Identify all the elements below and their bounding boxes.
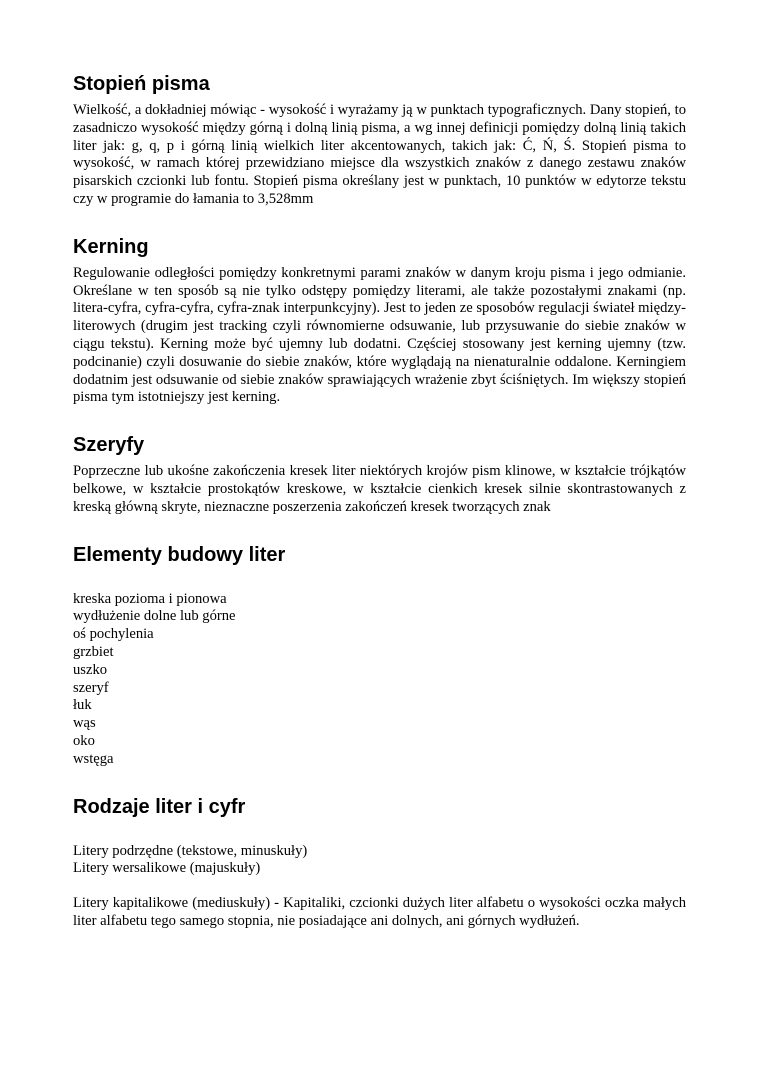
section-elementy-budowy-liter bbox=[73, 543, 686, 769]
heading-stopien-pisma: Stopień pisma bbox=[73, 73, 210, 95]
heading-elementy-budowy-liter: Elementy budowy liter bbox=[73, 543, 286, 566]
paragraph-gap bbox=[73, 878, 686, 895]
paragraph-szeryfy: Poprzeczne lub ukośne zakończenia kresek liter niektórych krojów pism klinowe, w kształcie trójkątów belkowe, w kształcie prostokątów kreskowe, w kształcie cienkich kresek silnie skontrastowanych z kreską główną skryte, nieznaczne poszerzenia zakończeń kresek tworzących znak bbox=[73, 463, 686, 515]
letter-elements-list bbox=[73, 591, 686, 769]
section-gap bbox=[73, 517, 686, 543]
list-item: szeryf bbox=[73, 679, 109, 696]
document-page bbox=[73, 72, 686, 931]
list-item: wąs bbox=[73, 715, 96, 732]
section-gap bbox=[73, 769, 686, 795]
section-szeryfy bbox=[73, 433, 686, 516]
list-item: kreska pozioma i pionowa bbox=[73, 590, 227, 607]
section-kerning bbox=[73, 235, 686, 407]
list-item: łuk bbox=[73, 697, 92, 714]
list-item: uszko bbox=[73, 661, 108, 678]
section-rodzaje-liter-i-cyfr bbox=[73, 795, 686, 931]
section-gap bbox=[73, 209, 686, 235]
paragraph-kerning: Regulowanie odległości pomiędzy konkretnymi parami znaków w danym kroju pisma i jego odmianie. Określane w ten sposób są nie tylko odstępy pomiędzy literami, ale także pozostałymi znakami (np. litera-cyfra, cyfra-cyfra, cyfra-znak interpunkcyjny). Jest to jeden ze sposobów regulacji świateł między-literowych (drugim jest tracking czyli równomierne odsuwanie, lub przysuwanie do siebie znaków w ciągu tekstu). Kerning może być ujemny lub dodatni. Częściej stosowany jest kerning ujemny (tzw. podcinanie) czyli dosuwanie do siebie znaków, które wyglądają na nienaturalnie oddalone. Kerningiem dodatnim jest odsuwanie od siebie znaków sprawiających wrażenie zbyt ściśniętych. Im większy stopień pisma tym istotniejszy jest kerning. bbox=[73, 264, 686, 406]
list-spacer bbox=[73, 825, 686, 843]
heading-kerning: Kerning bbox=[73, 235, 149, 258]
list-item: wydłużenie dolne lub górne bbox=[73, 608, 236, 625]
list-item: oko bbox=[73, 732, 95, 749]
list-spacer bbox=[73, 573, 686, 591]
paragraph-stopien-pisma: Wielkość, a dokładniej mówiąc - wysokość i wyrażamy ją w punktach typograficznych. Dany stopień, to zasadniczo wysokość między górną i dolną linią pisma, a wg innej definicji pomiędzy dolną linią takich liter jak: g, q, p i górną linią wielkich liter akcentowanych, takich jak: Ć, Ń, Ś. Stopień pisma to wysokość, w ramach której przewidziano miejsce dla wszystkich znaków z danego zestawu znaków pisarskich czcionki lub fontu. Stopień pisma określany jest w punktach, 10 punktów w edytorze tekstu czy w programie do łamania to 3,528mm bbox=[73, 102, 686, 207]
list-item: wstęga bbox=[73, 750, 114, 767]
types-line-minuscule: Litery podrzędne (tekstowe, minuskuły) bbox=[73, 842, 308, 859]
paragraph-kapitaliki: Litery kapitalikowe (mediuskuły) - Kapitaliki, czcionki dużych liter alfabetu o wysokości oczka małych liter alfabetu tego samego stopnia, nie posiadające ani dolnych, ani górnych wydłużeń. bbox=[73, 895, 686, 929]
section-gap bbox=[73, 407, 686, 433]
heading-szeryfy: Szeryfy bbox=[73, 434, 145, 457]
list-item: oś pochylenia bbox=[73, 626, 154, 643]
heading-rodzaje-liter-i-cyfr: Rodzaje liter i cyfr bbox=[73, 795, 246, 818]
section-stopien-pisma bbox=[73, 72, 686, 209]
types-line-majuscule: Litery wersalikowe (majuskuły) bbox=[73, 860, 261, 877]
list-item: grzbiet bbox=[73, 643, 114, 660]
